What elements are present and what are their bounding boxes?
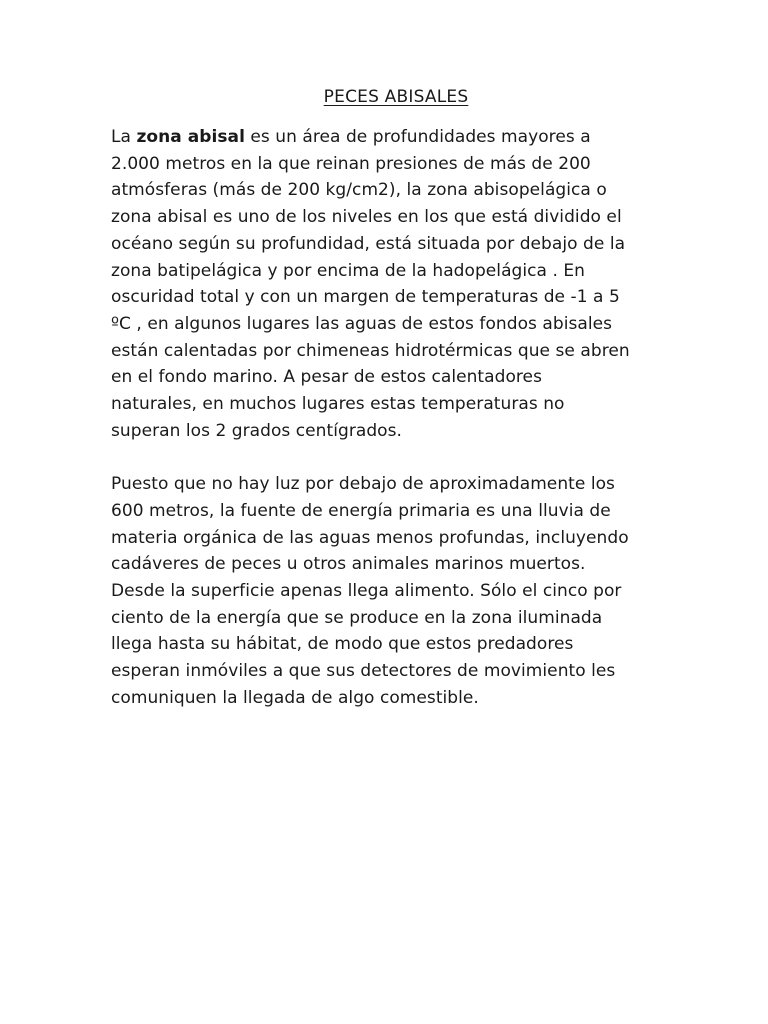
paragraph-2-line: cadáveres de peces u otros animales marinos muertos.: [111, 554, 586, 575]
paragraph-2: [111, 471, 671, 711]
paragraph-1-line: atmósferas (más de 200 kg/cm2), la zona abisopelágica o: [111, 180, 607, 201]
paragraph-1-line: zona batipelágica y por encima de la hadopelágica . En: [111, 260, 586, 281]
bold-term: zona abisal: [136, 127, 245, 147]
paragraph-1-line: oscuridad total y con un margen de temperaturas de -1 a 5: [111, 287, 620, 308]
paragraph-1-line: en el fondo marino. A pesar de estos calentadores: [111, 367, 542, 388]
paragraph-2-line: 600 metros, la fuente de energía primaria es una lluvia de: [111, 500, 611, 521]
document-body: [111, 124, 671, 711]
paragraph-1-line: están calentadas por chimeneas hidrotérmicas que se abren: [111, 340, 630, 361]
paragraph-1-line: 2.000 metros en la que reinan presiones de más de 200: [111, 153, 591, 174]
line-start-text: La: [111, 127, 137, 147]
paragraph-1-line: ºC , en algunos lugares las aguas de estos fondos abisales: [111, 313, 613, 334]
paragraph-1: [111, 124, 671, 444]
paragraph-1-line-1: [111, 124, 671, 151]
paragraph-1-line: zona abisal es uno de los niveles en los que está dividido el: [111, 207, 622, 228]
paragraph-2-line: esperan inmóviles a que sus detectores de movimiento les: [111, 661, 616, 682]
paragraph-1-line: superan los 2 grados centígrados.: [111, 420, 402, 441]
page-title: PECES ABISALES: [323, 87, 469, 107]
paragraph-2-line: Puesto que no hay luz por debajo de aproximadamente los: [111, 474, 615, 495]
paragraph-2-line: Desde la superficie apenas llega alimento. Sólo el cinco por: [111, 580, 622, 601]
paragraph-2-line: ciento de la energía que se produce en la zona iluminada: [111, 607, 603, 628]
paragraph-1-line: océano según su profundidad, está situada por debajo de la: [111, 233, 626, 254]
paragraph-2-line: materia orgánica de las aguas menos profundas, incluyendo: [111, 527, 629, 548]
paragraph-2-line: comuniquen la llegada de algo comestible.: [111, 687, 479, 708]
paragraph-2-line: llega hasta su hábitat, de modo que estos predadores: [111, 634, 574, 655]
line-end-text: es un área de profundidades mayores a: [244, 127, 591, 147]
paragraph-1-line: naturales, en muchos lugares estas temperaturas no: [111, 394, 565, 415]
